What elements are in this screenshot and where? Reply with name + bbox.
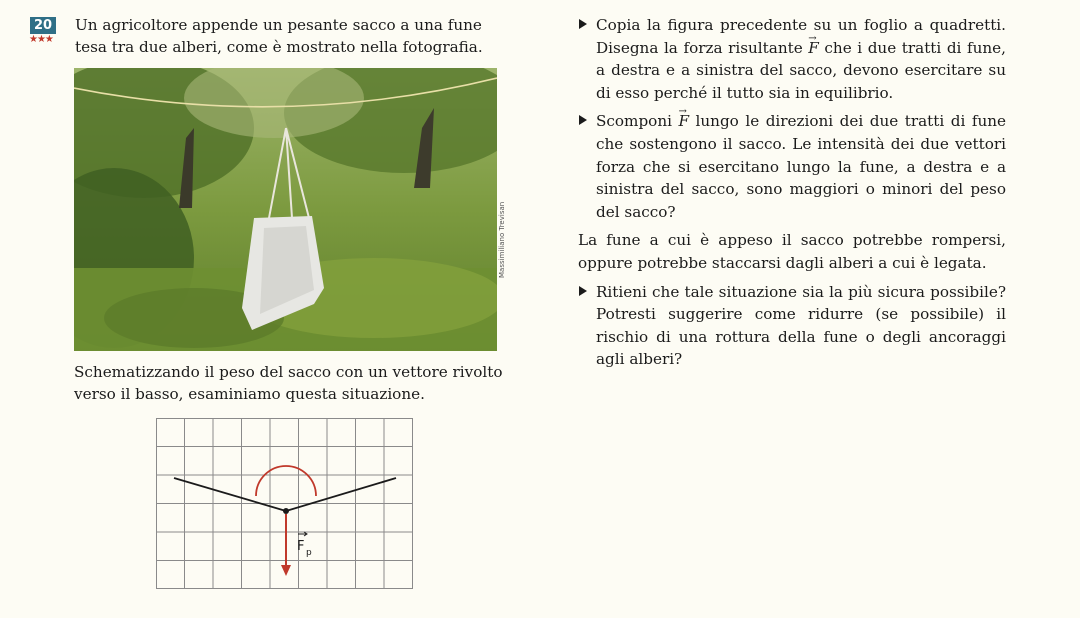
photo-credit: Massimiliano Trevisan [498,201,506,278]
photo-illustration [74,68,497,351]
angle-arc [256,466,316,496]
exercise-photo [74,68,497,351]
question-bullet-3 [578,281,1006,371]
difficulty-stars: ★★★ [29,34,53,45]
grid-lines [156,418,413,589]
question-bullet-1 [578,14,1006,104]
weight-vector-arrowhead [281,565,291,576]
bag-point [283,508,289,514]
bullet-triangle-icon [579,286,587,296]
right-column [578,14,1006,371]
bullet-1-text-b: che i due tratti di fune, a destra e a sinistra del sacco, devono esercitare su di esso perché il tutto sia in equilibrio. [596,38,1006,102]
rope-right [286,478,396,511]
bullet-2-text-b: lungo le direzioni dei due tratti di fune che sostengono il sacco. Le intensità dei due vettori forza che si esercitano lungo la fune, a destra e a sinistra del sacco, sono maggiori o minori del peso del sacco? [596,112,1007,221]
vector-label: F [297,539,305,554]
question-bullet-2 [578,110,1006,223]
vector-label-subscript: p [306,548,312,558]
bullet-2-text-a: Scomponi [596,112,679,131]
bullet-1-text-a: Copia la figura precedente su un foglio a quadretti. Disegna la forza risultante [596,16,1006,57]
rope-paragraph: La fune a cui è appeso il sacco potrebbe rompersi, oppure potrebbe staccarsi dagli alberi a cui è legata. [578,231,1006,272]
bullet-triangle-icon [579,19,587,29]
bullet-3-text: Ritieni che tale situazione sia la più sicura possibile? Potresti suggerire come ridurre (se possibile) il rischio di una rottura della fune o degli ancoraggi agli alberi? [596,282,1006,369]
grid-diagram [156,418,414,590]
exercise-number-badge: 20 [30,17,56,34]
rope-left [174,478,286,511]
bullet-triangle-icon [579,115,587,125]
force-diagram [156,418,414,594]
figure-caption: Schematizzando il peso del sacco con un vettore rivolto verso il basso, esaminiamo questa situazione. [74,363,503,403]
exercise-intro-text: Un agricoltore appende un pesante sacco a una fune tesa tra due alberi, come è mostrato nella fotografia. [75,16,483,56]
vector-F-symbol: → F [808,39,819,57]
vector-F-symbol: → F [678,112,689,130]
